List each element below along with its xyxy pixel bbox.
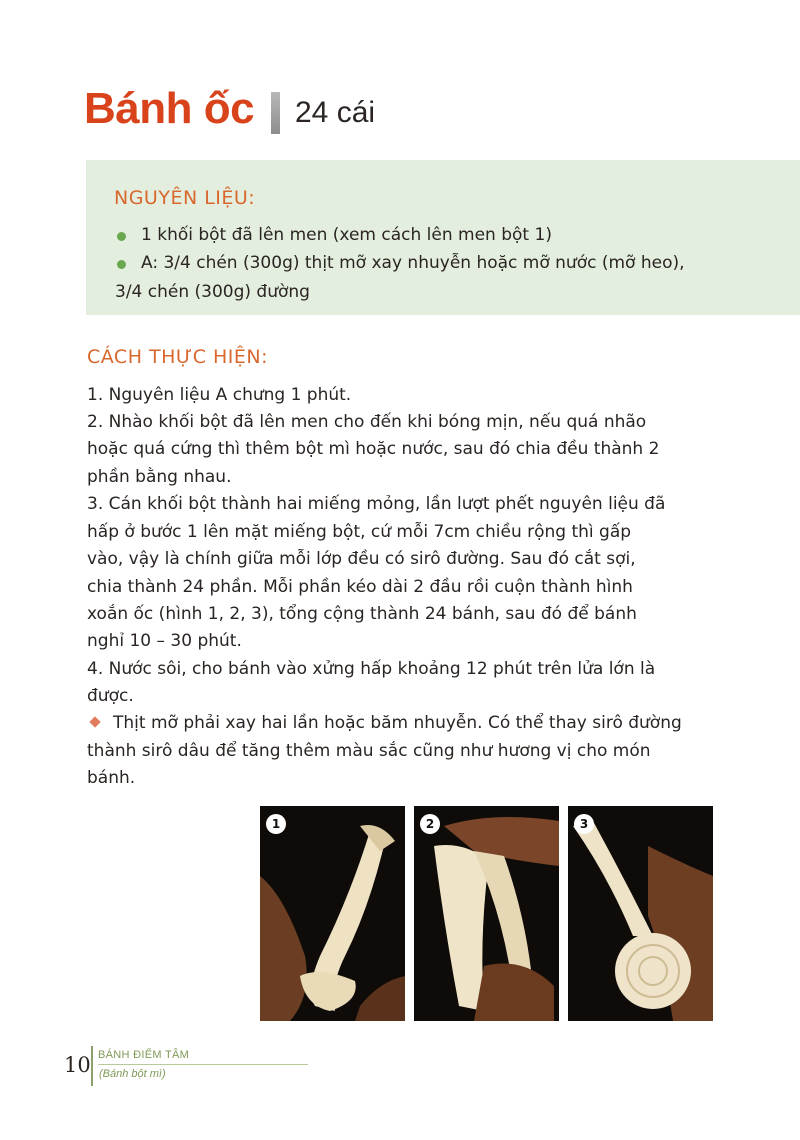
page-title: Bánh ốc <box>84 84 255 133</box>
method-line: được. <box>87 686 134 706</box>
method-line: hoặc quá cứng thì thêm bột mì hoặc nước, sau đó chia đều thành 2 <box>87 439 660 459</box>
dough-fold-illustration <box>414 806 559 1021</box>
ingredients-heading: NGUYÊN LIỆU: <box>114 187 256 209</box>
dough-stretch-illustration <box>260 806 405 1021</box>
step-number-badge: 3 <box>574 814 594 834</box>
ingredient-item: A: 3/4 chén (300g) thịt mỡ xay nhuyễn hoặc mỡ nước (mỡ heo), <box>141 253 685 273</box>
step-photo-2 <box>414 806 559 1021</box>
page-number: 10 <box>64 1053 91 1077</box>
ingredient-item-continued: 3/4 chén (300g) đường <box>115 282 310 302</box>
bullet-icon <box>117 232 126 241</box>
method-line: 2. Nhào khối bột đã lên men cho đến khi bóng mịn, nếu quá nhão <box>87 412 647 432</box>
bullet-icon <box>117 260 126 269</box>
step-number-badge: 1 <box>266 814 286 834</box>
step-number-badge: 2 <box>420 814 440 834</box>
method-line: vào, vậy là chính giữa mỗi lớp đều có sirô đường. Sau đó cắt sợi, <box>87 549 636 569</box>
method-line: 3. Cán khối bột thành hai miếng mỏng, lần lượt phết nguyên liệu đã <box>87 494 666 514</box>
method-line: 1. Nguyên liệu A chưng 1 phút. <box>87 385 352 405</box>
method-line: nghỉ 10 – 30 phút. <box>87 631 242 651</box>
book-subtitle: (Bánh bột mì) <box>99 1068 166 1080</box>
footer-divider <box>91 1046 93 1086</box>
title-divider <box>271 92 280 134</box>
yield-label: 24 cái <box>295 96 376 129</box>
method-line: 4. Nước sôi, cho bánh vào xửng hấp khoảng 12 phút trên lửa lớn là <box>87 659 656 679</box>
tip-line: thành sirô dâu để tăng thêm màu sắc cũng như hương vị cho món <box>87 741 651 761</box>
ingredient-item: 1 khối bột đã lên men (xem cách lên men bột 1) <box>141 225 552 245</box>
method-heading: CÁCH THỰC HIỆN: <box>87 346 269 368</box>
dough-roll-illustration <box>568 806 713 1021</box>
method-line: hấp ở bước 1 lên mặt miếng bột, cứ mỗi 7cm chiều rộng thì gấp <box>87 522 632 542</box>
method-line: phần bằng nhau. <box>87 467 232 487</box>
method-line: chia thành 24 phần. Mỗi phần kéo dài 2 đầu rồi cuộn thành hình <box>87 577 633 597</box>
step-photo-1 <box>260 806 405 1021</box>
tip-line: Thịt mỡ phải xay hai lần hoặc băm nhuyễn. Có thể thay sirô đường <box>113 713 682 733</box>
tip-marker-icon <box>89 716 100 727</box>
method-line: xoắn ốc (hình 1, 2, 3), tổng cộng thành 24 bánh, sau đó để bánh <box>87 604 637 624</box>
footer-rule <box>98 1064 308 1065</box>
tip-line: bánh. <box>87 768 136 788</box>
book-title: BÁNH ĐIỂM TÂM <box>98 1049 190 1061</box>
step-photo-3 <box>568 806 713 1021</box>
